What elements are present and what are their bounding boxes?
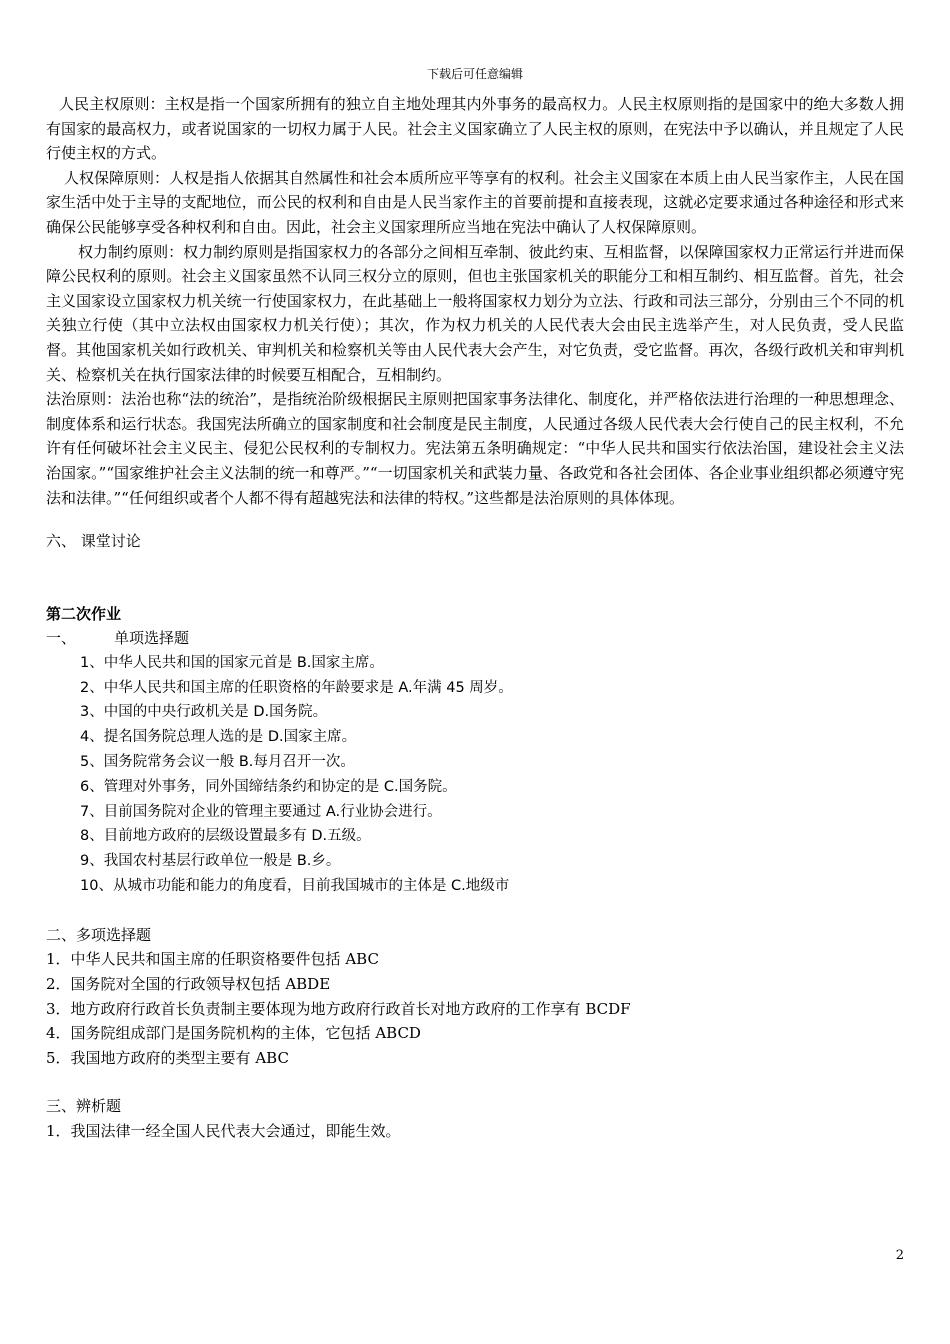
- paragraph-power-restriction: 权力制约原则：权力制约原则是指国家权力的各部分之间相互牵制、彼此约束、互相监督，以保障国家权力正常运行并进而保障公民权利的原则。社会主义国家虽然不认同三权分立的原则，但也主张国家机关的职能分工和相互制约、相互监督。首先，社会主义国家设立国家权力机关统一行使国家权力，在此基础上一般将国家权力划分为立法、行政和司法三部分，分别由三个不同的机关独立行使（其中立法权由国家权力机关行使）；其次，作为权力机关的人民代表大会由民主选举产生，对人民负责，受人民监督。其他国家机关如行政机关、审判机关和检察机关等由人民代表大会产生，对它负责，受它监督。再次，各级行政机关和审判机关、检察机关在执行国家法律的时候要互相配合，互相制约。: [46, 242, 904, 384]
- multi-choice-heading: 二、多项选择题: [46, 925, 152, 944]
- homework-title: 第二次作业: [46, 604, 122, 623]
- paragraph-people-sovereignty: 人民主权原则：主权是指一个国家所拥有的独立自主地处理其内外事务的最高权力。人民主权原则指的是国家中的绝大多数人拥有国家的最高权力，或者说国家的一切权力属于人民。社会主义国家确立了人民主权的原则，在宪法中予以确认，并且规定了人民行使主权的方式。: [46, 95, 904, 163]
- page-content: [46, 92, 904, 1144]
- multi-choice-item: 2．国务院对全国的行政领导权包括 ABDE: [46, 975, 331, 994]
- paragraph-rule-of-law: 法治原则：法治也称“法的统治”，是指统治阶级根据民主原则把国家事务法律化、制度化，并严格依法进行治理的一种思想理念、制度体系和运行状态。我国宪法所确立的国家制度和社会制度是民主制度，人民通过各级人民代表大会行使自己的民主权利，不允许有任何破坏社会主义民主、侵犯公民权利的专制权力。宪法第五条明确规定：“中华人民共和国实行依法治国，建设社会主义法治国家。”“国家维护社会主义法制的统一和尊严。”“一切国家机关和武装力量、各政党和各社会团体、各企业事业组织都必须遵守宪法和法律。”“任何组织或者个人都不得有超越宪法和法律的特权。”这些都是法治原则的具体体现。: [46, 390, 904, 507]
- single-choice-item: 1、中华人民共和国的国家元首是 B.国家主席。: [80, 654, 384, 671]
- judgement-list: [46, 1119, 904, 1144]
- multi-choice-item: 4．国务院组成部门是国务院机构的主体，它包括 ABCD: [46, 1024, 421, 1043]
- page-header: 下载后可任意编辑: [426, 67, 523, 81]
- single-choice-item: 5、国务院常务会议一般 B.每月召开一次。: [80, 754, 355, 771]
- single-choice-item: 3、中国的中央行政机关是 D.国务院。: [80, 704, 328, 721]
- single-choice-item: 4、提名国务院总理人选的是 D.国家主席。: [80, 729, 357, 746]
- single-choice-heading-number: 一、: [46, 629, 77, 648]
- multi-choice-list: [46, 947, 904, 1070]
- paragraph-human-rights: 人权保障原则：人权是指人依据其自然属性和社会本质所应平等享有的权利。社会主义国家在本质上由人民当家作主，人民在国家生活中处于主导的支配地位，而公民的权利和自由是人民当家作主的首要前提和直接表现，这就必定要求通过各种途径和形式来确保公民能够享受各种权利和自由。因此，社会主义国家理所应当地在宪法中确认了人权保障原则。: [46, 168, 905, 236]
- judgement-heading: 三、辨析题: [46, 1097, 122, 1116]
- single-choice-item: 7、目前国务院对企业的管理主要通过 A.行业协会进行。: [80, 803, 442, 820]
- single-choice-item: 8、目前地方政府的层级设置最多有 D.五级。: [80, 828, 371, 845]
- single-choice-heading-text: 单项选择题: [114, 629, 190, 648]
- section-six-heading: 六、 课堂讨论: [46, 532, 141, 551]
- multi-choice-item: 3．地方政府行政首长负责制主要体现为地方政府行政首长对地方政府的工作享有 BCDF: [46, 999, 631, 1018]
- page-number: 2: [895, 1248, 904, 1263]
- single-choice-list: [46, 651, 904, 899]
- multi-choice-item: 1．中华人民共和国主席的任职资格要件包括 ABC: [46, 950, 379, 969]
- single-choice-item: 6、管理对外事务，同外国缔结条约和协定的是 C.国务院。: [80, 778, 457, 795]
- single-choice-heading: [46, 626, 904, 651]
- single-choice-item: 10、从城市功能和能力的角度看，目前我国城市的主体是 C.地级市: [80, 878, 510, 895]
- judgement-item: 1．我国法律一经全国人民代表大会通过，即能生效。: [46, 1122, 401, 1140]
- single-choice-item: 2、中华人民共和国主席的任职资格的年龄要求是 A.年满 45 周岁。: [80, 679, 513, 696]
- multi-choice-item: 5．我国地方政府的类型主要有 ABC: [46, 1048, 289, 1067]
- single-choice-item: 9、我国农村基层行政单位一般是 B.乡。: [80, 853, 341, 870]
